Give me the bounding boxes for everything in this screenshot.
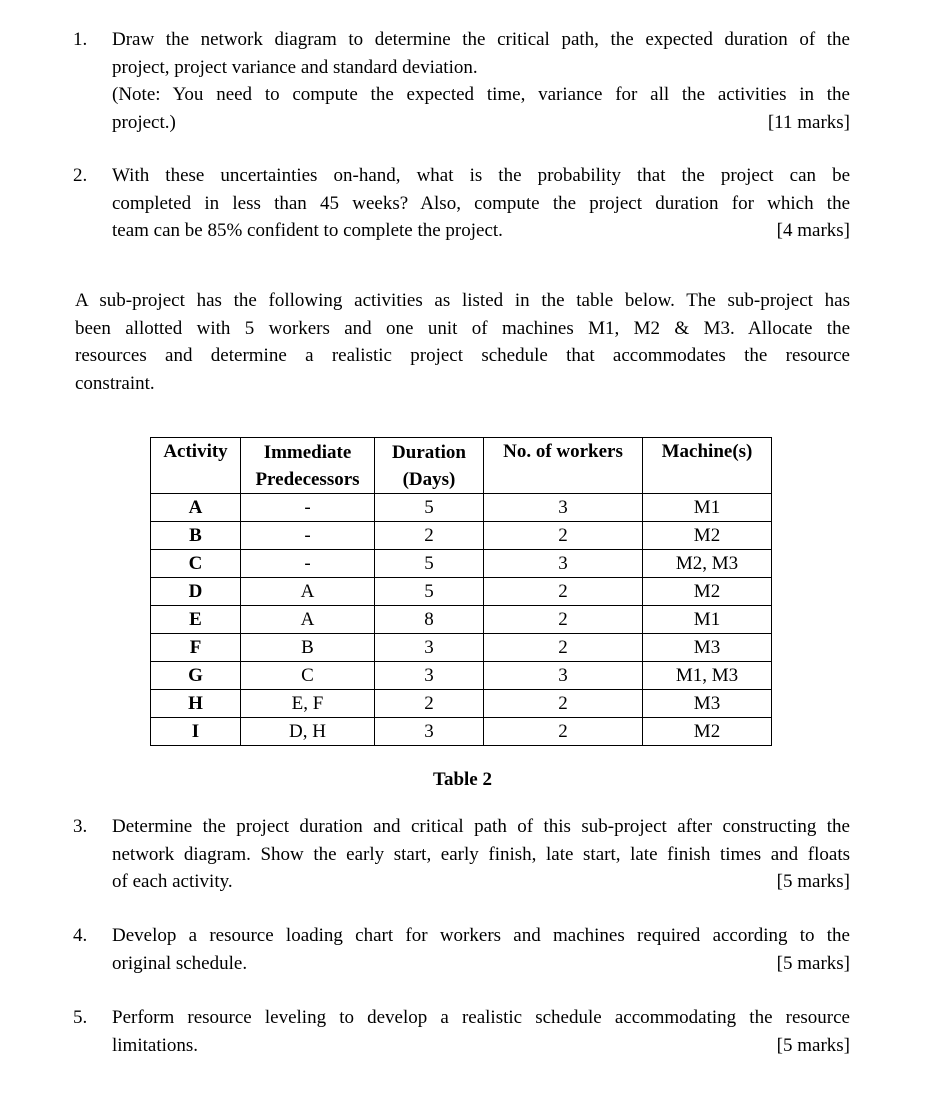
cell-duration: 3 <box>375 634 484 662</box>
cell-duration: 2 <box>375 522 484 550</box>
cell-machines: M2 <box>643 718 772 746</box>
header-duration: Duration (Days) <box>375 438 484 494</box>
table-row <box>151 662 772 690</box>
question-line: With these uncertainties on-hand, what is the probability that the project can be <box>112 165 850 186</box>
cell-workers: 2 <box>484 718 643 746</box>
intro-line: A sub-project has the following activities as listed in the table below. The sub-project has <box>75 290 850 311</box>
cell-activity: H <box>151 690 241 718</box>
cell-duration: 8 <box>375 606 484 634</box>
cell-predecessors: D, H <box>241 718 375 746</box>
cell-machines: M1, M3 <box>643 662 772 690</box>
question-line: network diagram. Show the early start, early finish, late start, late finish times and floats <box>112 843 850 865</box>
header-predecessors: Immediate Predecessors <box>241 438 375 494</box>
question-4 <box>73 922 850 977</box>
activity-table <box>150 437 772 746</box>
header-machines: Machine(s) <box>643 438 772 494</box>
intro-line: resources and determine a realistic project schedule that accommodates the resource <box>75 345 850 366</box>
cell-machines: M2 <box>643 522 772 550</box>
cell-workers: 3 <box>484 662 643 690</box>
cell-predecessors: - <box>241 550 375 578</box>
question-number: 3. <box>73 816 88 837</box>
table-caption: Table 2 <box>433 769 492 790</box>
table-row <box>151 606 772 634</box>
question-line: Perform resource leveling to develop a realistic schedule accommodating the resource <box>112 1007 850 1028</box>
cell-workers: 2 <box>484 634 643 662</box>
table-row <box>151 550 772 578</box>
question-number: 1. <box>73 29 88 50</box>
cell-activity: G <box>151 662 241 690</box>
cell-workers: 2 <box>484 578 643 606</box>
table-row <box>151 634 772 662</box>
cell-machines: M2 <box>643 578 772 606</box>
cell-machines: M3 <box>643 634 772 662</box>
question-line: Determine the project duration and critical path of this sub-project after constructing the <box>112 816 850 837</box>
cell-predecessors: - <box>241 494 375 522</box>
question-line: team can be 85% confident to complete the project. <box>112 220 503 241</box>
cell-machines: M2, M3 <box>643 550 772 578</box>
table-header-row <box>151 438 772 494</box>
cell-machines: M1 <box>643 606 772 634</box>
cell-activity: B <box>151 522 241 550</box>
table-row <box>151 494 772 522</box>
question-5 <box>73 1004 850 1059</box>
question-line: Develop a resource loading chart for workers and machines required according to the <box>112 925 850 946</box>
question-number: 2. <box>73 165 88 186</box>
question-line: limitations. <box>112 1034 199 1056</box>
cell-predecessors: A <box>241 578 375 606</box>
table-body <box>151 494 772 746</box>
marks-label: [4 marks] <box>776 220 850 241</box>
cell-workers: 3 <box>484 550 643 578</box>
cell-activity: D <box>151 578 241 606</box>
marks-label: [5 marks] <box>776 1034 850 1056</box>
cell-activity: C <box>151 550 241 578</box>
header-workers: No. of workers <box>484 438 643 494</box>
table-row <box>151 578 772 606</box>
question-line: Draw the network diagram to determine the critical path, the expected duration of the <box>112 29 850 50</box>
cell-duration: 5 <box>375 550 484 578</box>
cell-workers: 3 <box>484 494 643 522</box>
cell-predecessors: B <box>241 634 375 662</box>
marks-label: [5 marks] <box>776 952 850 974</box>
marks-label: [5 marks] <box>776 871 850 892</box>
cell-machines: M3 <box>643 690 772 718</box>
question-number: 4. <box>73 925 88 946</box>
cell-workers: 2 <box>484 606 643 634</box>
cell-machines: M1 <box>643 494 772 522</box>
cell-duration: 5 <box>375 578 484 606</box>
cell-activity: F <box>151 634 241 662</box>
question-number: 5. <box>73 1007 88 1028</box>
question-line: (Note: You need to compute the expected time, variance for all the activities in the <box>112 84 850 105</box>
cell-duration: 2 <box>375 690 484 718</box>
table-row <box>151 690 772 718</box>
cell-workers: 2 <box>484 690 643 718</box>
cell-activity: A <box>151 494 241 522</box>
table-row <box>151 718 772 746</box>
question-line: original schedule. <box>112 952 248 974</box>
header-activity: Activity <box>151 438 241 494</box>
cell-workers: 2 <box>484 522 643 550</box>
question-line: of each activity. <box>112 871 233 892</box>
question-1 <box>73 26 850 136</box>
cell-activity: I <box>151 718 241 746</box>
cell-predecessors: E, F <box>241 690 375 718</box>
question-line: completed in less than 45 weeks? Also, compute the project duration for which the <box>112 192 850 214</box>
cell-predecessors: - <box>241 522 375 550</box>
cell-predecessors: A <box>241 606 375 634</box>
cell-duration: 5 <box>375 494 484 522</box>
cell-duration: 3 <box>375 662 484 690</box>
question-line: project, project variance and standard deviation. <box>112 56 478 78</box>
marks-label: [11 marks] <box>767 111 850 133</box>
question-line: project.) <box>112 111 176 133</box>
intro-line: been allotted with 5 workers and one unit of machines M1, M2 & M3. Allocate the <box>75 317 850 339</box>
question-3 <box>73 813 850 896</box>
cell-predecessors: C <box>241 662 375 690</box>
table-row <box>151 522 772 550</box>
intro-paragraph <box>75 287 850 397</box>
cell-activity: E <box>151 606 241 634</box>
cell-duration: 3 <box>375 718 484 746</box>
intro-line: constraint. <box>75 372 155 394</box>
question-2 <box>73 162 850 245</box>
